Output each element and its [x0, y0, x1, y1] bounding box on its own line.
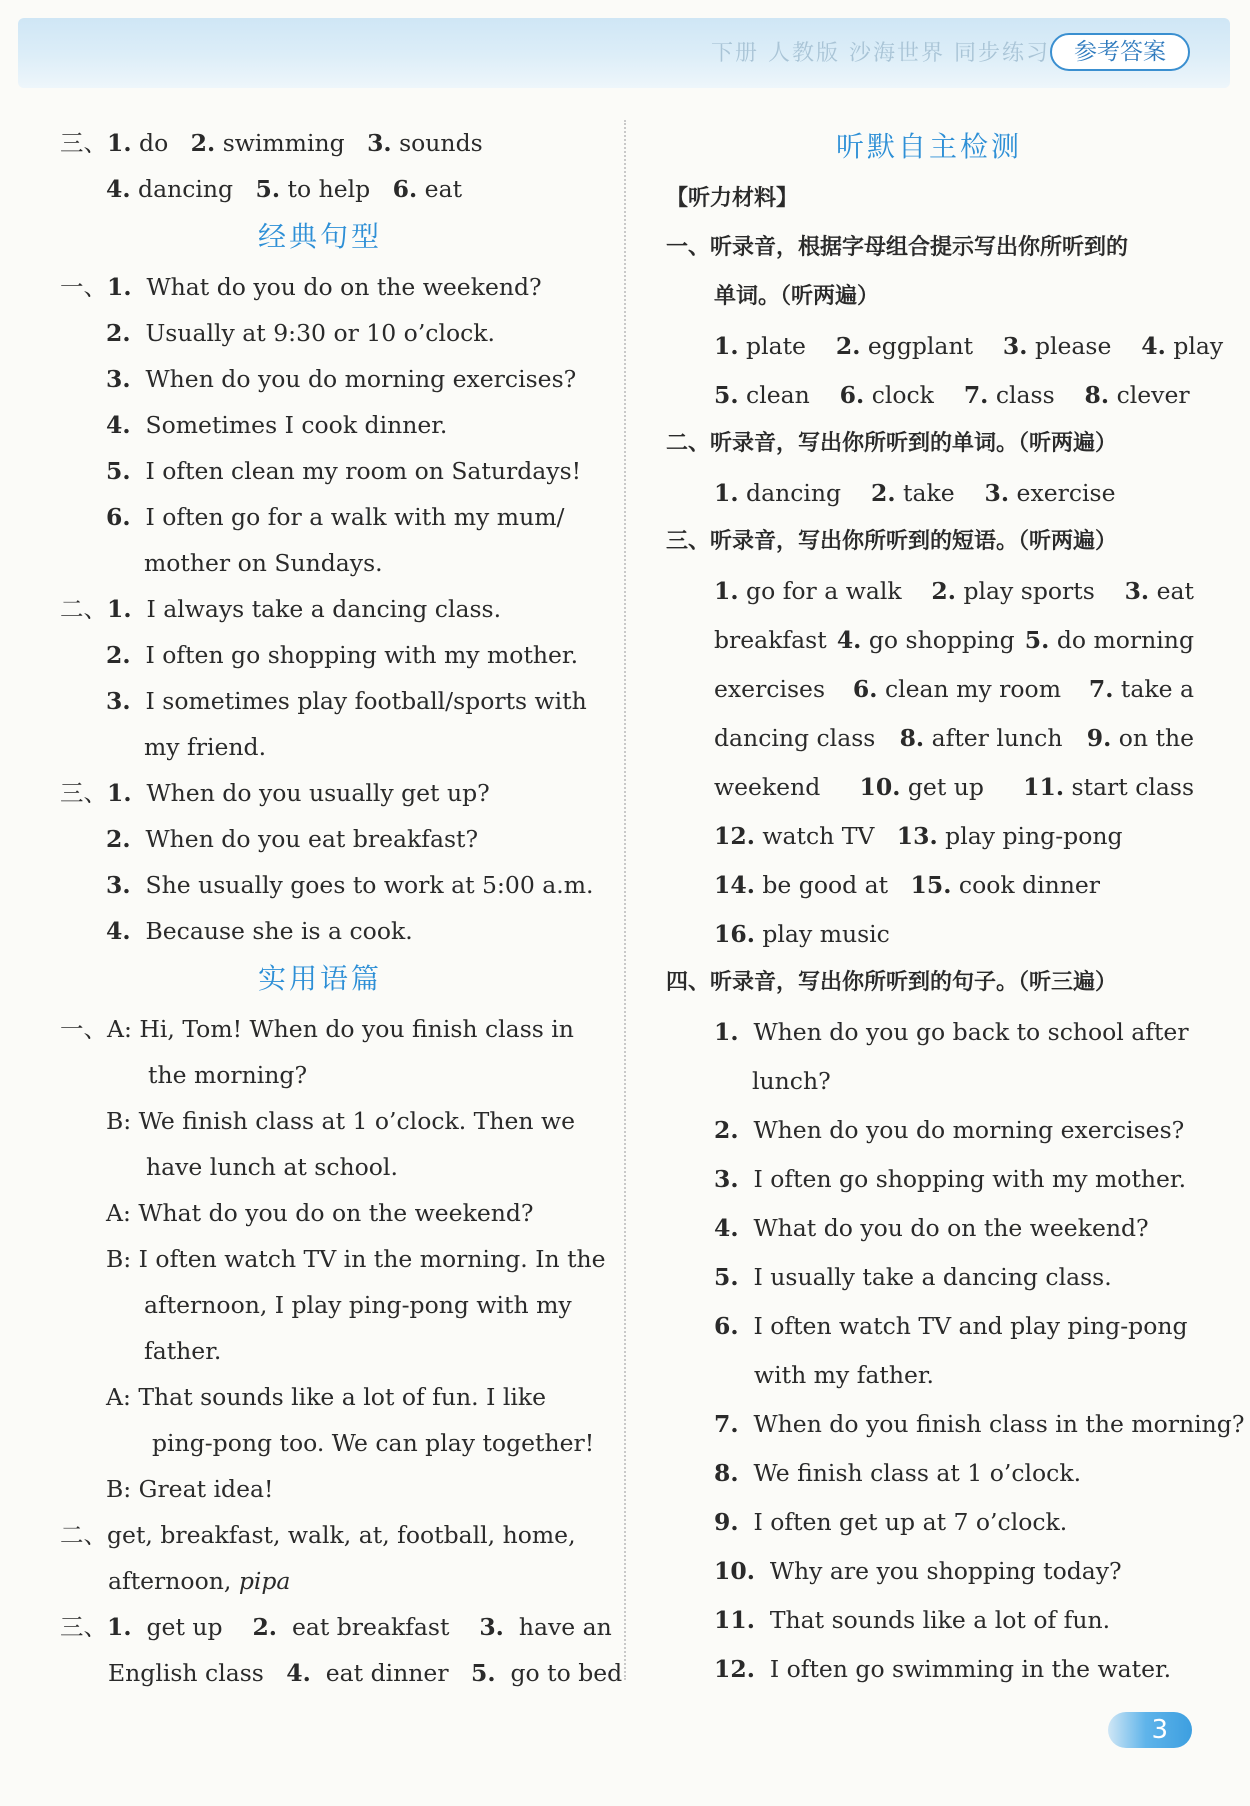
question-heading-continuation: 单词。（听两遍） — [714, 284, 880, 309]
answer-row: 1. dancing 2. take 3. exercise — [714, 479, 1116, 507]
dialogue-line: 一、A: Hi, Tom! When do you finish class in — [60, 1015, 574, 1043]
sentence-item: 1. When do you go back to school after — [714, 1018, 1189, 1046]
column-divider — [624, 120, 626, 1680]
dialogue-line: A: That sounds like a lot of fun. I like — [106, 1383, 547, 1411]
sentence-continuation: lunch? — [752, 1067, 831, 1095]
dialogue-line: B: We finish class at 1 o’clock. Then we — [106, 1107, 576, 1135]
header-faint-text: 下册 人教版 沙海世界 同步练习 — [711, 41, 1050, 66]
question-heading: 四、听录音，写出你所听到的句子。（听三遍） — [666, 970, 1118, 995]
answer-row: 12. watch TV 13. play ping-pong — [714, 822, 1123, 850]
question-heading: 二、听录音，写出你所听到的单词。（听两遍） — [666, 431, 1118, 456]
sentence-continuation: my friend. — [144, 733, 267, 761]
dialogue-continuation: father. — [144, 1337, 222, 1365]
answer-row: dancing class 8. after lunch 9. on the — [714, 724, 1194, 752]
phrase-answer-line: 三、1. get up 2. eat breakfast 3. have an — [60, 1613, 612, 1641]
sentence-item: 11. That sounds like a lot of fun. — [714, 1606, 1111, 1634]
sentence-item: 3. When do you do morning exercises? — [106, 365, 577, 393]
dialogue-continuation: afternoon, I play ping-pong with my — [144, 1291, 572, 1319]
sentence-item: 4. Because she is a cook. — [106, 917, 413, 945]
sentence-item: 7. When do you finish class in the morning? — [714, 1410, 1245, 1438]
sentence-item: 9. I often get up at 7 o’clock. — [714, 1508, 1068, 1536]
answer-row: 14. be good at 15. cook dinner — [714, 871, 1101, 899]
phrase-answer-line: English class 4. eat dinner 5. go to bed — [108, 1659, 623, 1687]
sentence-item: 6. I often watch TV and play ping-pong — [714, 1312, 1188, 1340]
sentence-item: 6. I often go for a walk with my mum/ — [106, 503, 565, 531]
sentence-item: 3. She usually goes to work at 5:00 a.m. — [106, 871, 594, 899]
answer-row: 5. clean 6. clock 7. class 8. clever — [714, 381, 1190, 409]
sentence-item: 2. I often go shopping with my mother. — [106, 641, 579, 669]
sentence-item: 三、1. When do you usually get up? — [60, 779, 490, 807]
sentence-item: 3. I sometimes play football/sports with — [106, 687, 587, 715]
dialogue-line: B: I often watch TV in the morning. In the — [106, 1245, 606, 1273]
section-title: 经典句型 — [258, 220, 383, 253]
answer-row: breakfast 4. go shopping 5. do morning — [714, 626, 1194, 654]
answer-row: 1. go for a walk 2. play sports 3. eat — [714, 577, 1194, 605]
sentence-item: 4. What do you do on the weekend? — [714, 1214, 1149, 1242]
answer-row: 1. plate 2. eggplant 3. please 4. play — [714, 332, 1224, 360]
dialogue-line: B: Great idea! — [106, 1475, 274, 1503]
dialogue-continuation: ping-pong too. We can play together! — [152, 1429, 595, 1457]
sentence-item: 5. I often clean my room on Saturdays! — [106, 457, 582, 485]
dialogue-line: A: What do you do on the weekend? — [106, 1199, 534, 1227]
section-title: 实用语篇 — [258, 962, 383, 995]
sentence-item: 10. Why are you shopping today? — [714, 1557, 1122, 1585]
sentence-item: 8. We finish class at 1 o’clock. — [714, 1459, 1082, 1487]
question-heading: 一、听录音，根据字母组合提示写出你所听到的 — [666, 235, 1129, 260]
dialogue-continuation: have lunch at school. — [146, 1153, 398, 1181]
section-title: 听默自主检测 — [836, 130, 1023, 163]
answer-row: exercises 6. clean my room 7. take a — [714, 675, 1194, 703]
sentence-item: 12. I often go swimming in the water. — [714, 1655, 1172, 1683]
answer-row: 三、1. do 2. swimming 3. sounds — [60, 129, 483, 157]
question-heading: 三、听录音，写出你所听到的短语。（听两遍） — [666, 529, 1118, 554]
sentence-item: 2. When do you do morning exercises? — [714, 1116, 1185, 1144]
answer-row: weekend 10. get up 11. start class — [714, 773, 1194, 801]
sentence-item: 一、1. What do you do on the weekend? — [60, 273, 542, 301]
sentence-item: 5. I usually take a dancing class. — [714, 1263, 1112, 1291]
answer-row: 4. dancing 5. to help 6. eat — [106, 175, 463, 203]
sentence-item: 2. When do you eat breakfast? — [106, 825, 479, 853]
answer-row: 16. play music — [714, 920, 890, 948]
material-heading: 【听力材料】 — [666, 186, 799, 211]
sentence-item: 2. Usually at 9:30 or 10 o’clock. — [106, 319, 495, 347]
answer-key-badge: 参考答案 — [1050, 33, 1190, 71]
sentence-item: 3. I often go shopping with my mother. — [714, 1165, 1187, 1193]
page-number: 3 — [1108, 1712, 1192, 1748]
word-answer-line: 二、get, breakfast, walk, at, football, home, — [60, 1521, 576, 1549]
sentence-item: 4. Sometimes I cook dinner. — [106, 411, 448, 439]
sentence-item: 二、1. I always take a dancing class. — [60, 595, 502, 623]
sentence-continuation: with my father. — [754, 1361, 935, 1389]
word-answer-continuation: afternoon, pipa — [108, 1567, 291, 1595]
dialogue-continuation: the morning? — [148, 1061, 308, 1089]
sentence-continuation: mother on Sundays. — [144, 549, 383, 577]
